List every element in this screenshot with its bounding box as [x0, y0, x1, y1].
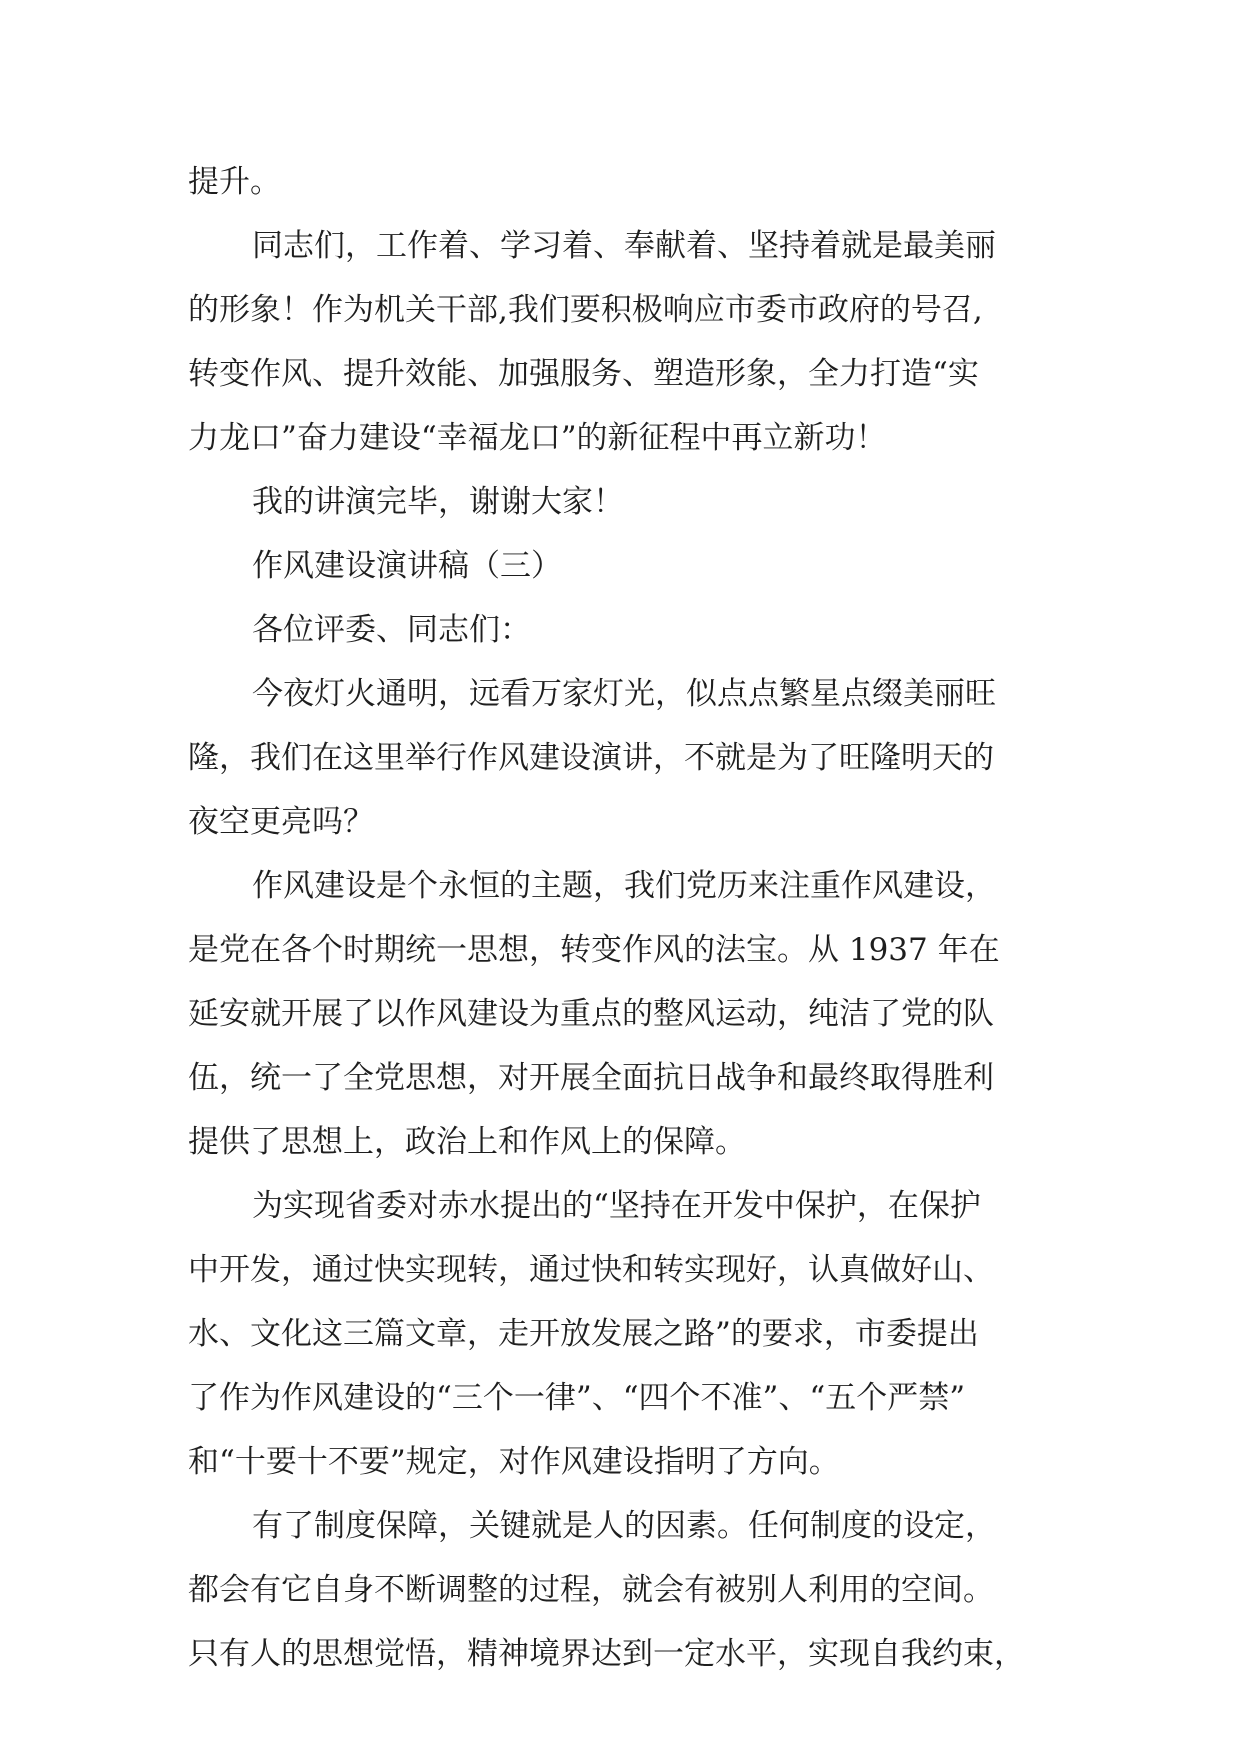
text-line: 延安就开展了以作风建设为重点的整风运动，纯洁了党的队 [188, 996, 994, 1032]
closing-line: 我的讲演完毕，谢谢大家！ [252, 484, 624, 520]
text-line: 是党在各个时期统一思想，转变作风的法宝。从 1937 年在 [188, 932, 1000, 968]
text-line: 隆，我们在这里举行作风建设演讲，不就是为了旺隆明天的 [188, 740, 994, 776]
text-line: 的形象！作为机关干部,我们要积极响应市委市政府的号召, [188, 292, 983, 328]
paragraph-line: 为实现省委对赤水提出的“坚持在开发中保护，在保护 [252, 1188, 981, 1224]
text-line: 提供了思想上，政治上和作风上的保障。 [188, 1124, 746, 1160]
text-line: 伍，统一了全党思想，对开展全面抗日战争和最终取得胜利 [188, 1060, 994, 1096]
text-line: 只有人的思想觉悟，精神境界达到一定水平，实现自我约束， [188, 1636, 1025, 1672]
text-line: 了作为作风建设的“三个一律”、“四个不准”、“五个严禁” [188, 1380, 966, 1416]
section-heading: 作风建设演讲稿（三） [252, 548, 562, 584]
salutation-line: 各位评委、同志们： [252, 612, 531, 648]
paragraph-line: 今夜灯火通明，远看万家灯光，似点点繁星点缀美丽旺 [252, 676, 996, 712]
text-line: 和“十要十不要”规定，对作风建设指明了方向。 [188, 1444, 840, 1480]
text-line: 水、文化这三篇文章，走开放发展之路”的要求，市委提出 [188, 1316, 979, 1352]
text-line: 力龙口”奋力建设“幸福龙口”的新征程中再立新功！ [188, 420, 887, 456]
paragraph-line: 同志们，工作着、学习着、奉献着、坚持着就是最美丽 [252, 228, 996, 264]
text-line: 夜空更亮吗？ [188, 804, 374, 840]
text-line: 转变作风、提升效能、加强服务、塑造形象，全力打造“实 [188, 356, 979, 392]
paragraph-line: 作风建设是个永恒的主题，我们党历来注重作风建设， [252, 868, 996, 904]
text-line: 提升。 [188, 164, 281, 200]
paragraph-line: 有了制度保障，关键就是人的因素。任何制度的设定， [252, 1508, 996, 1544]
text-line: 中开发，通过快实现转，通过快和转实现好，认真做好山、 [188, 1252, 994, 1288]
text-line: 都会有它自身不断调整的过程，就会有被别人利用的空间。 [188, 1572, 994, 1608]
